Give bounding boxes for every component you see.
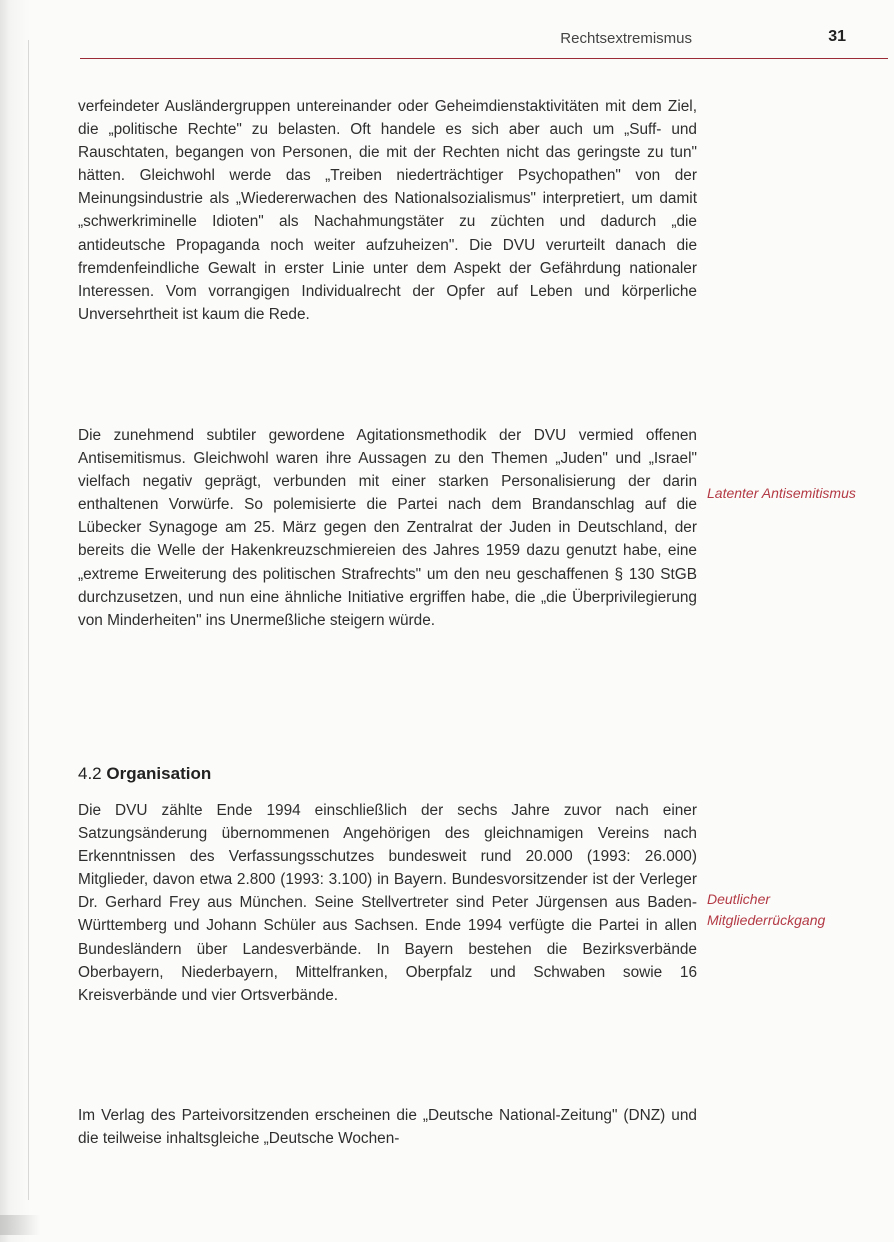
section-heading [78, 764, 211, 784]
body-paragraph-1: verfeindeter Ausländergruppen untereinander oder Geheimdienstaktivitäten mit dem Ziel, die „politische Rechte" zu belasten. Oft handele es sich aber auch um „Suff- und Rauschtaten, begangen von Personen, die mit der Rechten nicht das geringste zu tun" hätten. Gleichwohl werde das „Treiben niederträchtiger Psychopathen" von der Meinungsindustrie als „Wiedererwachen des Nationalsozialismus" interpretiert, um damit „schwerkriminelle Idioten" als Nachahmungstäter zu züchten und dadurch „die antideutsche Propaganda noch weiter aufzuheizen". Die DVU verurteilt danach die fremdenfeindliche Gewalt in erster Linie unter dem Aspekt der Gefährdung nationaler Interessen. Vom vorrangigen Individualrecht der Opfer auf Leben und körperliche Unversehrtheit ist kaum die Rede. [78, 98, 697, 323]
section-title: Organisation [106, 764, 212, 783]
body-paragraph-2: Die zunehmend subtiler gewordene Agitationsmethodik der DVU vermied offenen Antisemitismus. Gleichwohl waren ihre Aussagen zu den Themen „Juden" und „Israel" vielfach negativ geprägt, verbunden mit einer starken Personalisierung der darin enthaltenen Vorwürfe. So polemisierte die Partei nach dem Brandanschlag auf die Lübecker Synagoge am 25. März gegen den Zentralrat der Juden in Deutschland, der bereits die Welle der Hakenkreuzschmiereien des Jahres 1959 dazu genutzt habe, eine „extreme Erweiterung des politischen Strafrechts" um den neu geschaffenen § 130 StGB durchzusetzen, und nun eine ähnliche Initiative ergriffen habe, die „die Überprivilegierung von Minderheiten" ins Unermeßliche steigern würde. [78, 427, 697, 629]
book-spine-shadow [0, 0, 30, 1242]
running-header-title: Rechtsextremismus [560, 30, 692, 47]
header-rule [80, 58, 888, 59]
running-header [80, 28, 888, 62]
section-number: 4.2 [78, 764, 102, 783]
body-paragraph-3: Die DVU zählte Ende 1994 einschließlich der sechs Jahre zuvor nach einer Satzungsänderung übernommenen Angehörigen des gleichnamigen Vereins nach Erkenntnissen des Verfassungsschutzes bundesweit rund 20.000 (1993: 26.000) Mitglieder, davon etwa 2.800 (1993: 3.100) in Bayern. Bundesvorsitzender ist der Verleger Dr. Gerhard Frey aus München. Seine Stellvertreter sind Peter Jürgensen aus Baden-Württemberg und Johann Schüler aus Sachsen. Ende 1994 verfügte die Partei in allen Bundesländern über Landesverbände. In Bayern bestehen die Bezirksverbände Oberbayern, Niederbayern, Mittelfranken, Oberpfalz und Schwaben sowie 16 Kreisverbände und vier Ortsverbände. [78, 802, 697, 1004]
page-corner-crease [0, 1215, 40, 1235]
spine-edge-line [28, 40, 29, 1200]
margin-note-mitgliederrueckgang: Deutlicher Mitgliederrückgang [707, 891, 826, 928]
body-paragraph-4: Im Verlag des Parteivorsitzenden erscheinen die „Deutsche National-Zeitung" (DNZ) und die teilweise inhaltsgleiche „Deutsche Wochen- [78, 1107, 697, 1148]
page-number: 31 [828, 28, 846, 45]
margin-note-antisemitismus: Latenter Antisemitismus [707, 485, 856, 501]
